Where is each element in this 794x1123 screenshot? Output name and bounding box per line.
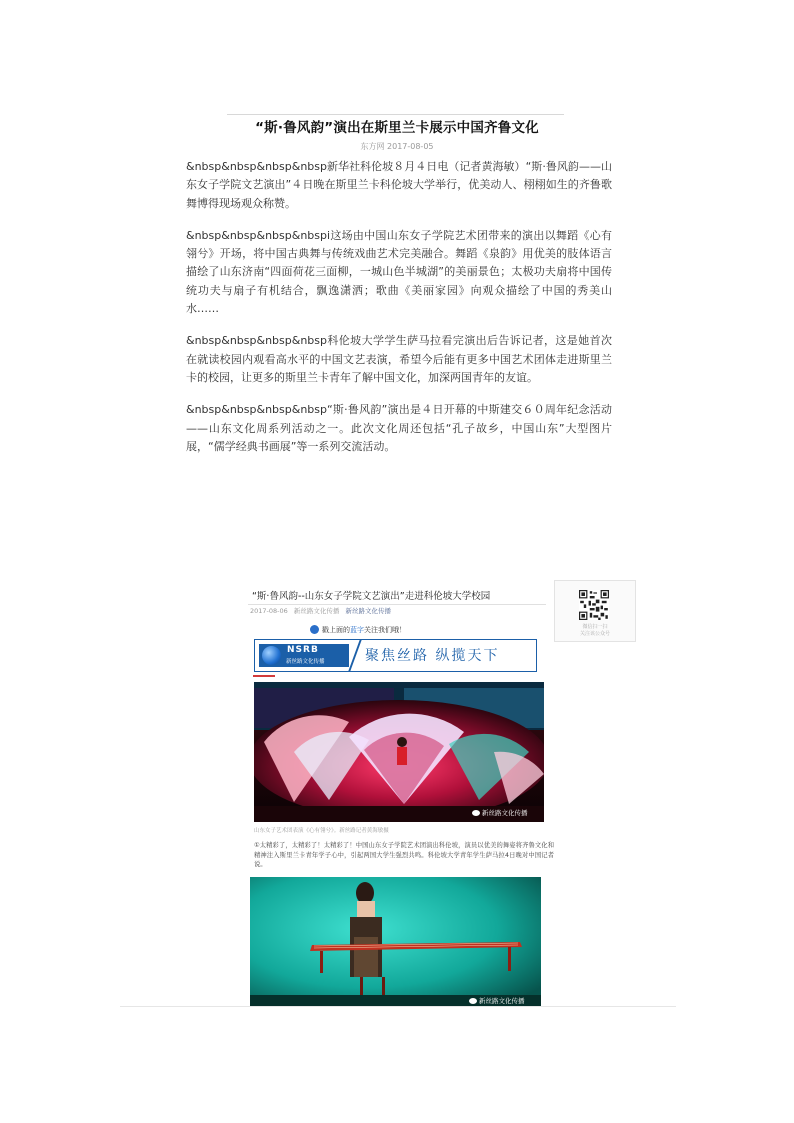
- brand-code: NSRB: [287, 645, 319, 655]
- qr-code-icon: [575, 590, 613, 620]
- follow-suffix: 关注我们哦！: [364, 626, 406, 634]
- globe-icon: [262, 646, 281, 665]
- follow-prompt: [310, 625, 406, 635]
- article-paragraph-1: &nbsp&nbsp&nbsp&nbsp新华社科伦坡８月４日电（记者黄海敏）“斯·鲁风韵——山东女子学院文艺演出”４日晚在斯里兰卡科伦坡大学举行，优美动人、栩栩如生的齐鲁歌舞博得现场观众称赞。: [186, 160, 612, 210]
- qr-caption-1: 微信扫一扫: [582, 624, 608, 630]
- brand-banner: [254, 639, 537, 672]
- article-paragraph-2: &nbsp&nbsp&nbsp&nbspi这场由中国山东女子学院艺术团带来的演出以舞蹈《心有翎兮》开场，将中国古典舞与传统戏曲艺术完美融合。舞蹈《泉韵》用优美的肢体语言描绘了山东济南“四面荷花三面柳，一城山色半城湖”的美丽景色；太极功夫扇将中国传统功夫与扇子有机结合，飘逸潇洒；歌曲《美丽家园》向观众描绘了中国的秀美山水……: [186, 228, 612, 316]
- qr-caption-2: 关注该公众号: [579, 631, 610, 637]
- follow-prefix: 戳上面的: [322, 626, 350, 634]
- photo2-watermark: [469, 996, 525, 1005]
- brand-name: 新丝路文化传播: [286, 659, 325, 665]
- photo1-watermark-text: 新丝路文化传播: [482, 809, 528, 817]
- brand-slogan: 聚焦丝路 纵揽天下: [365, 648, 500, 664]
- performance-photo-guzheng: [250, 877, 541, 1007]
- photo2-watermark-text: 新丝路文化传播: [479, 997, 525, 1005]
- embed-source-1: 新丝路文化传播: [293, 607, 340, 615]
- embed-date: 2017-08-06: [250, 607, 288, 615]
- article-paragraph-3: &nbsp&nbsp&nbsp&nbsp科伦坡大学学生萨马拉看完演出后告诉记者，这是她首次在就读校园内观看高水平的中国文艺表演，希望今后能有更多中国艺术团体走进斯里兰卡的校园，让更多的斯里兰卡青年了解中国文化，加深两国青年的友谊。: [186, 334, 612, 384]
- follow-highlight[interactable]: 蓝字: [350, 626, 364, 634]
- article-title: “斯·鲁风韵”演出在斯里兰卡展示中国齐鲁文化: [255, 120, 539, 136]
- photo1-watermark: [472, 808, 528, 817]
- performance-photo-fan-dance: [254, 682, 544, 822]
- article-meta: 东方网 2017-08-05: [360, 142, 434, 151]
- title-top-rule: [227, 114, 564, 115]
- embed-meta: [250, 606, 391, 615]
- embed-source-link[interactable]: 新丝路文化传播: [345, 607, 391, 615]
- follow-dot-icon: [310, 625, 319, 634]
- article-body: [186, 158, 612, 470]
- embed-title: “斯·鲁风韵--山东女子学院文艺演出”走进科伦坡大学校园: [252, 591, 491, 602]
- guzheng-player-image: [250, 877, 541, 1007]
- bottom-rule: [120, 1006, 676, 1007]
- embed-title-rule: [248, 604, 546, 605]
- section-accent-bar: [253, 675, 275, 677]
- photo1-caption: 山东女子艺术团表演《心有翎兮》。新丝路记者黄海敏摄: [254, 828, 389, 834]
- wechat-icon: [472, 810, 480, 816]
- wechat-icon: [469, 998, 477, 1004]
- embedded-wechat-screenshot: [248, 580, 638, 1006]
- brand-logo: [259, 644, 349, 667]
- embed-body-text: ①太精彩了，太精彩了！太精彩了！中国山东女子学院艺术团演出科伦坡，演员以优美的舞姿将齐鲁文化和精神注入斯里兰卡青年学子心中，引起两国大学生强烈共鸣。科伦坡大学青年学生萨马拉4日晚对中国记者说。: [254, 842, 554, 868]
- fan-dance-image: [254, 682, 544, 822]
- qr-code-panel: [554, 580, 636, 642]
- article-paragraph-4: &nbsp&nbsp&nbsp&nbsp“斯·鲁风韵”演出是４日开幕的中斯建交６０周年纪念活动——山东文化周系列活动之一。此次文化周还包括“孔子故乡，中国山东”大型图片展，“儒学经典书画展”等一系列交流活动。: [186, 403, 612, 453]
- banner-divider: [348, 640, 361, 671]
